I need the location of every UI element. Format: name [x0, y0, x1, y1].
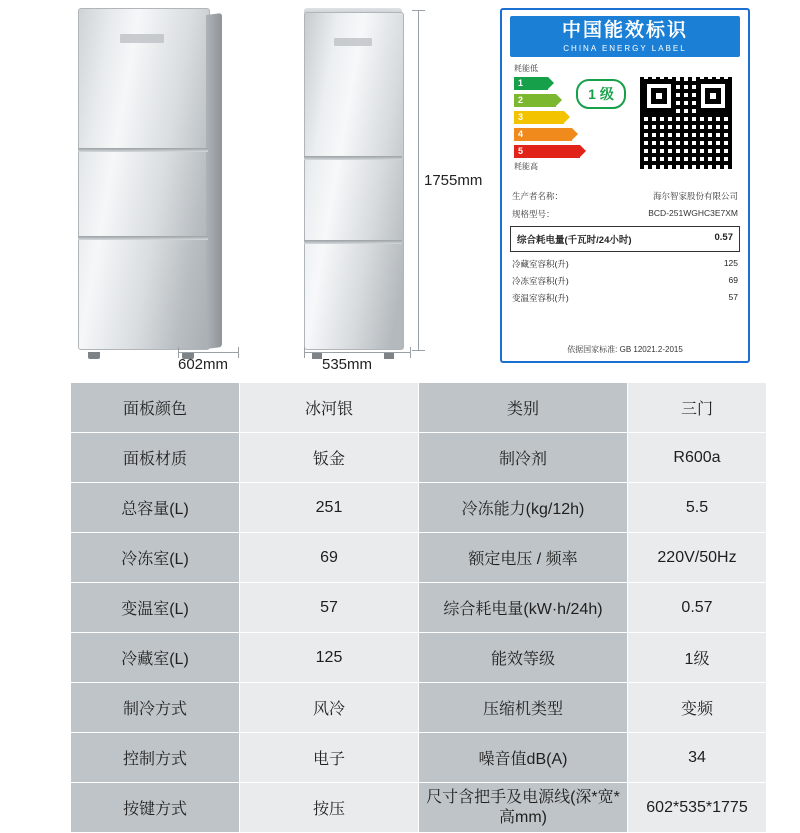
- fridge-front-side-panel: [206, 13, 222, 349]
- specification-table: [70, 382, 767, 833]
- spec-value-2: 5.5: [628, 483, 767, 533]
- spec-value: 57: [240, 583, 419, 633]
- spec-value-2: 变频: [628, 683, 767, 733]
- table-row: [71, 733, 767, 783]
- capacity-rows: [510, 256, 740, 307]
- depth-dimension-line: [178, 352, 238, 353]
- grade-bar-1: [514, 77, 548, 90]
- consumption-value: 0.57: [714, 231, 733, 243]
- capacity-fridge-value: 125: [723, 258, 738, 269]
- spec-key: 按键方式: [71, 783, 240, 833]
- spec-value: 按压: [240, 783, 419, 833]
- fridge-angled-foot-right: [384, 352, 394, 359]
- spec-value: 69: [240, 533, 419, 583]
- spec-key-2: 冷冻能力(kg/12h): [419, 483, 628, 533]
- fridge-angled-seam-upper: [304, 156, 402, 160]
- capacity-fridge-label: 冷藏室容积(升): [512, 259, 569, 270]
- fridge-door-seam-upper: [78, 148, 208, 152]
- spec-key: 控制方式: [71, 733, 240, 783]
- table-row: [71, 433, 767, 483]
- product-images-area: [0, 0, 800, 373]
- table-row: [71, 583, 767, 633]
- capacity-row-freezer: [510, 273, 740, 290]
- refrigerator-front-view-image: [70, 8, 220, 353]
- spec-key: 冷藏室(L): [71, 633, 240, 683]
- grade-bar-5-label: 5: [518, 146, 524, 157]
- spec-key: 制冷方式: [71, 683, 240, 733]
- energy-label-grade-section: [510, 63, 740, 183]
- fridge-angled-seam-lower: [304, 240, 402, 244]
- spec-key-2: 噪音值dB(A): [419, 733, 628, 783]
- spec-value: 125: [240, 633, 419, 683]
- capacity-row-variable: [510, 290, 740, 307]
- spec-value: 251: [240, 483, 419, 533]
- manufacturer-row: [510, 187, 740, 205]
- consumption-box: [510, 226, 740, 252]
- model-key: 规格型号：: [512, 208, 555, 219]
- spec-value: 电子: [240, 733, 419, 783]
- height-dimension-label: 1755mm: [424, 172, 483, 189]
- energy-label-title-en: CHINA ENERGY LABEL: [563, 43, 687, 53]
- spec-key: 面板材质: [71, 433, 240, 483]
- spec-key: 冷冻室(L): [71, 533, 240, 583]
- grade-bar-4-label: 4: [518, 129, 524, 140]
- brand-logo-icon: [120, 34, 164, 43]
- height-dimension-cap-top: [412, 10, 425, 11]
- energy-label-header: [510, 16, 740, 57]
- fridge-angled-body: [304, 12, 404, 350]
- spec-value-2: 34: [628, 733, 767, 783]
- spec-key: 变温室(L): [71, 583, 240, 633]
- grade-bar-4: [514, 128, 572, 141]
- spec-key-2: 综合耗电量(kW·h/24h): [419, 583, 628, 633]
- consumption-key: 综合耗电量(千瓦时/24小时): [517, 234, 632, 246]
- qr-code-column: [632, 63, 740, 183]
- energy-label-card: [500, 8, 750, 363]
- height-dimension-line: [418, 10, 419, 350]
- spec-value-2: R600a: [628, 433, 767, 483]
- width-dimension-label: 535mm: [322, 356, 373, 373]
- energy-low-note: 耗能低: [514, 63, 538, 73]
- model-value: BCD-251WGHC3E7XM: [648, 207, 738, 218]
- spec-key-2: 类别: [419, 383, 628, 433]
- capacity-row-fridge: [510, 256, 740, 273]
- grade-bar-row: [514, 127, 632, 142]
- width-dimension-cap-right: [410, 347, 411, 358]
- fridge-angled-foot-left: [312, 352, 322, 359]
- height-dimension-cap-bottom: [412, 350, 425, 351]
- grade-bar-1-label: 1: [518, 78, 524, 89]
- width-dimension-line: [304, 352, 410, 353]
- spec-value-2: 0.57: [628, 583, 767, 633]
- grade-bar-row: [514, 110, 632, 125]
- energy-high-note: 耗能高: [514, 161, 538, 171]
- table-row: [71, 783, 767, 833]
- spec-key-2: 制冷剂: [419, 433, 628, 483]
- qr-code-icon: [639, 76, 733, 170]
- spec-value-2: 三门: [628, 383, 767, 433]
- table-row: [71, 683, 767, 733]
- spec-key: 总容量(L): [71, 483, 240, 533]
- spec-value: 冰河银: [240, 383, 419, 433]
- depth-dimension-label: 602mm: [178, 356, 229, 373]
- spec-key-2: 能效等级: [419, 633, 628, 683]
- refrigerator-angled-view-image: [300, 8, 410, 353]
- capacity-variable-value: 57: [728, 292, 738, 303]
- energy-grade-badge: 1 级: [576, 79, 626, 109]
- table-row: [71, 383, 767, 433]
- grade-bar-3-label: 3: [518, 112, 524, 123]
- spec-value: 风冷: [240, 683, 419, 733]
- capacity-freezer-value: 69: [728, 275, 738, 286]
- energy-grade-column: [510, 63, 632, 183]
- width-dimension-cap-left: [304, 347, 305, 358]
- spec-key-2: 尺寸含把手及电源线(深*宽*高mm): [419, 783, 628, 833]
- energy-label-info-rows: [510, 187, 740, 223]
- manufacturer-value: 海尔智家股份有限公司: [652, 190, 738, 201]
- fridge-front-body: [78, 8, 210, 350]
- capacity-variable-label: 变温室容积(升): [512, 293, 569, 304]
- brand-logo-icon-angled: [334, 38, 372, 46]
- capacity-freezer-label: 冷冻室容积(升): [512, 276, 569, 287]
- grade-bar-2-label: 2: [518, 95, 524, 106]
- depth-dimension-cap-right: [238, 347, 239, 358]
- spec-key-2: 额定电压 / 频率: [419, 533, 628, 583]
- grade-bar-3: [514, 111, 564, 124]
- spec-key: 面板颜色: [71, 383, 240, 433]
- model-row: [510, 205, 740, 223]
- spec-value-2: 220V/50Hz: [628, 533, 767, 583]
- manufacturer-key: 生产者名称：: [512, 190, 564, 201]
- spec-key-2: 压缩机类型: [419, 683, 628, 733]
- table-row: [71, 483, 767, 533]
- grade-bar-5: [514, 145, 580, 158]
- grade-bar-row: [514, 144, 632, 159]
- spec-value-2: 602*535*1775: [628, 783, 767, 833]
- grade-bar-2: [514, 94, 556, 107]
- fridge-foot-left: [88, 352, 100, 359]
- fridge-door-seam-lower: [78, 236, 208, 240]
- energy-standard-note: 依据国家标准: GB 12021.2-2015: [567, 345, 683, 354]
- table-row: [71, 633, 767, 683]
- spec-value: 钣金: [240, 433, 419, 483]
- spec-value-2: 1级: [628, 633, 767, 683]
- table-row: [71, 533, 767, 583]
- energy-label-title-cn: 中国能效标识: [561, 20, 688, 41]
